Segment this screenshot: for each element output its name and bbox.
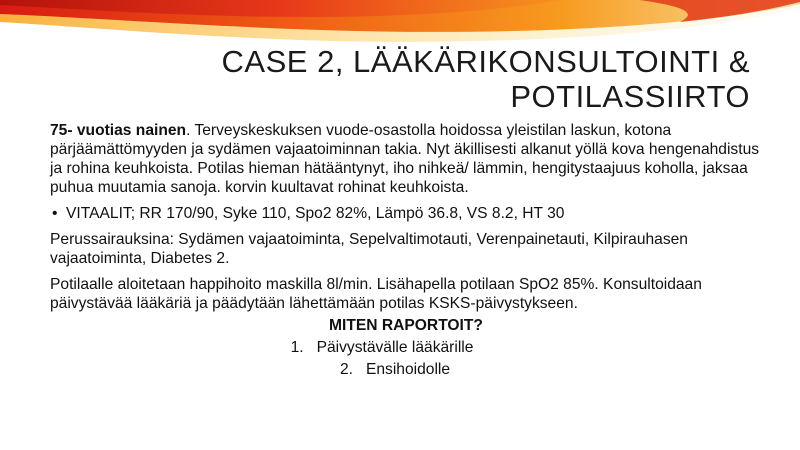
report-step [50, 338, 762, 357]
step-number: 2. [339, 361, 353, 378]
slide-title [90, 44, 750, 114]
slide-content [50, 121, 762, 382]
patient-label: 75- vuotias nainen [50, 122, 187, 139]
case-description: . Terveyskeskuksen vuode-osastolla hoidossa yleistilan laskun, kotona pärjäämättömyyden ja sydämen vajaatoiminnan takia. Nyt äkillisesti alkanut yöllä kova hengenahdistus ja rohina keuhkoista. Potilas hieman hätääntynyt, iho nihkeä/ lämmin, hengitystaajuus koholla, jaksaa puhua muutamia sanoja. korvin kuultavat rohinat keuhkoista. [50, 122, 760, 196]
case-intro [50, 121, 762, 197]
question-heading: MITEN RAPORTOIT? [329, 317, 483, 334]
step-text: Päivystävälle lääkärille [316, 339, 474, 356]
title-line-2: POTILASSIIRTO [510, 79, 750, 114]
treatment-text: Potilaalle aloitetaan happihoito maskilla 8l/min. Lisähapella potilaan SpO2 85%. Konsultoidaan päivystävää lääkäriä ja päädytään lähettämään potilas KSKS-päivystykseen. [50, 276, 702, 312]
step-number: 1. [290, 339, 304, 356]
vitals-list [50, 204, 762, 223]
report-steps-list [50, 338, 762, 379]
report-step [50, 360, 762, 379]
title-line-1: CASE 2, LÄÄKÄRIKONSULTOINTI & [221, 44, 750, 79]
step-text: Ensihoidolle [365, 361, 451, 378]
vitals-item: • VITAALIT; RR 170/90, Syke 110, Spo2 82%, Lämpö 36.8, VS 8.2, HT 30 [50, 204, 762, 223]
comorbidities-text: Perussairauksina: Sydämen vajaatoiminta, Sepelvaltimotauti, Verenpainetauti, Kilpirauhasen vajaatoiminta, Diabetes 2. [50, 231, 688, 267]
